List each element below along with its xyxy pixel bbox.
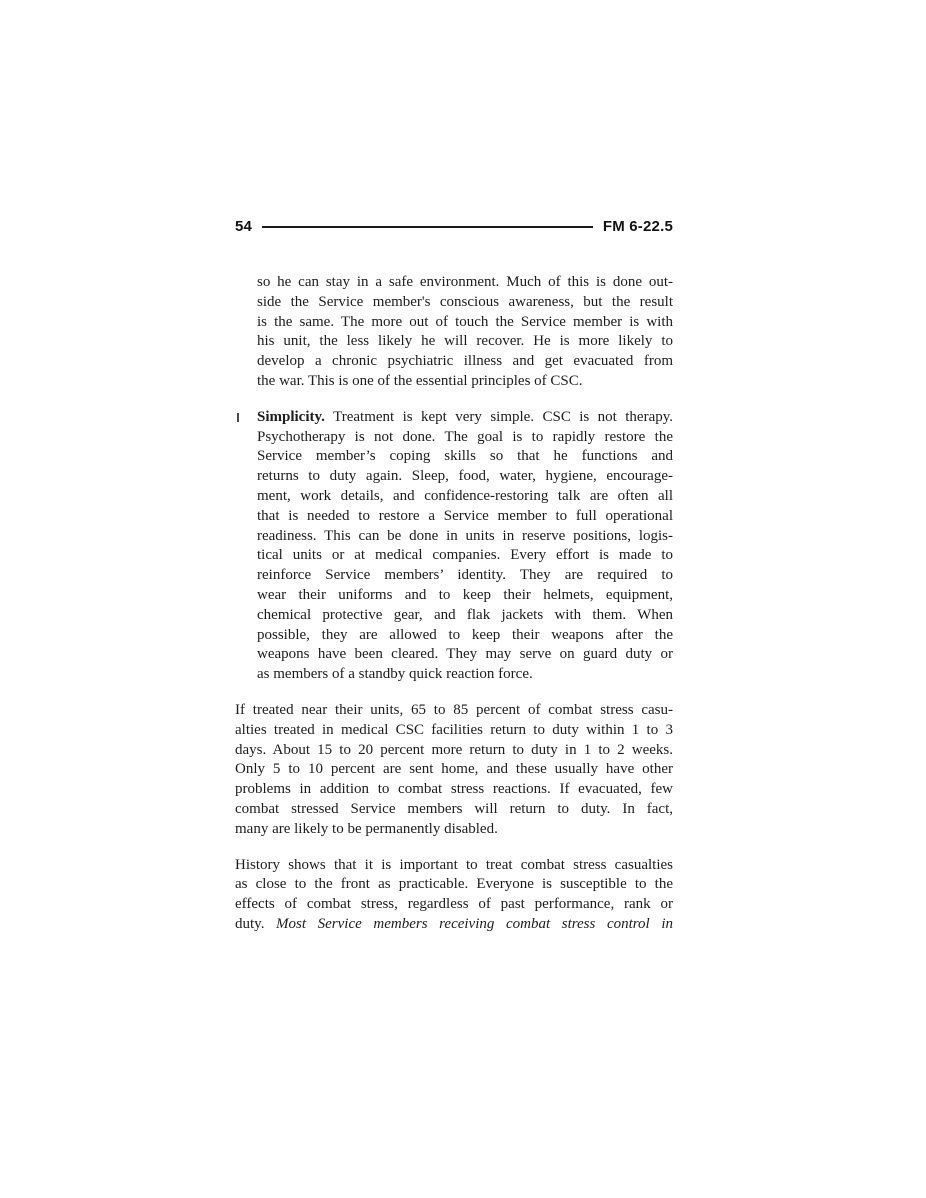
text-segment: Only 5 to 10 percent are sent home, and these usually have other (235, 761, 673, 778)
text-line (257, 606, 673, 626)
header-rule (262, 226, 593, 228)
continuation-paragraph (257, 273, 673, 392)
italic-text-segment: Most Service members receiving combat stress control in (276, 915, 673, 932)
text-line (257, 332, 673, 352)
text-segment: develop a chronic psychiatric illness and get evacuated from (257, 353, 673, 370)
text-segment: side the Service member's conscious awareness, but the result (257, 293, 673, 310)
text-line (235, 820, 673, 840)
doc-code: FM 6-22.5 (602, 218, 673, 235)
text-segment: as close to the front as practicable. Everyone is susceptible to the (235, 876, 673, 893)
text-line (257, 527, 673, 547)
bullet-marker-icon (237, 413, 239, 422)
text-line (257, 645, 673, 665)
text-line (257, 372, 673, 392)
text-segment: tical units or at medical companies. Every effort is made to (257, 547, 673, 564)
text-line (235, 856, 673, 876)
text-segment: History shows that it is important to treat combat stress casualties (235, 856, 673, 873)
text-line (257, 467, 673, 487)
text-segment: as members of a standby quick reaction force. (257, 666, 533, 683)
text-segment: returns to duty again. Sleep, food, water, hygiene, encourage- (257, 468, 673, 485)
text-segment: many are likely to be permanently disabled. (235, 820, 498, 837)
text-line (257, 293, 673, 313)
text-segment: If treated near their units, 65 to 85 percent of combat stress casu- (235, 701, 673, 718)
text-segment: so he can stay in a safe environment. Much of this is done out- (257, 274, 673, 290)
text-segment: possible, they are allowed to keep their weapons after the (257, 626, 673, 643)
text-segment: his unit, the less likely he will recover. He is more likely to (257, 333, 673, 350)
page-header (235, 218, 673, 235)
history-paragraph (235, 856, 673, 935)
page-number: 54 (235, 218, 253, 235)
text-segment: reinforce Service members’ identity. They are required to (257, 567, 673, 584)
text-line (235, 915, 673, 935)
text-line (257, 428, 673, 448)
text-segment: days. About 15 to 20 percent more return to duty in 1 to 2 weeks. (235, 741, 673, 758)
text-line (257, 626, 673, 646)
text-line (257, 352, 673, 372)
text-line (257, 313, 673, 333)
text-line (257, 665, 673, 685)
return-to-duty-paragraph (235, 701, 673, 840)
text-line (235, 800, 673, 820)
text-line (257, 408, 673, 428)
text-segment: weapons have been cleared. They may serve on guard duty or (257, 646, 673, 663)
text-line (257, 487, 673, 507)
bold-text-segment: Simplicity. (257, 408, 325, 425)
text-line (257, 546, 673, 566)
text-segment: wear their uniforms and to keep their helmets, equipment, (257, 586, 673, 603)
text-line (257, 273, 673, 293)
text-segment: combat stressed Service members will return to duty. In fact, (235, 800, 673, 817)
text-line (235, 780, 673, 800)
page-body (235, 273, 673, 935)
text-segment: is the same. The more out of touch the Service member is with (257, 313, 673, 330)
text-segment: ment, work details, and confidence-restoring talk are often all (257, 487, 673, 504)
text-line (257, 507, 673, 527)
text-line (235, 895, 673, 915)
text-segment: problems in addition to combat stress reactions. If evacuated, few (235, 781, 673, 798)
text-line (235, 875, 673, 895)
text-segment: chemical protective gear, and flak jackets with them. When (257, 606, 673, 623)
text-segment: that is needed to restore a Service member to full operational (257, 507, 673, 524)
text-line (235, 701, 673, 721)
text-segment: duty. (235, 915, 277, 932)
text-line (235, 721, 673, 741)
text-segment: effects of combat stress, regardless of past performance, rank or (235, 896, 673, 913)
text-line (257, 586, 673, 606)
text-segment: readiness. This can be done in units in reserve positions, logis- (257, 527, 673, 544)
text-line (235, 741, 673, 761)
text-segment: alties treated in medical CSC facilities return to duty within 1 to 3 (235, 721, 673, 738)
text-segment: the war. This is one of the essential principles of CSC. (257, 372, 583, 389)
simplicity-bullet-paragraph (257, 408, 673, 685)
text-line (257, 447, 673, 467)
text-line (235, 760, 673, 780)
text-line (257, 566, 673, 586)
text-segment: Treatment is kept very simple. CSC is not therapy. (324, 408, 673, 425)
text-segment: Psychotherapy is not done. The goal is to rapidly restore the (257, 428, 673, 445)
text-segment: Service member’s coping skills so that he functions and (257, 448, 673, 465)
